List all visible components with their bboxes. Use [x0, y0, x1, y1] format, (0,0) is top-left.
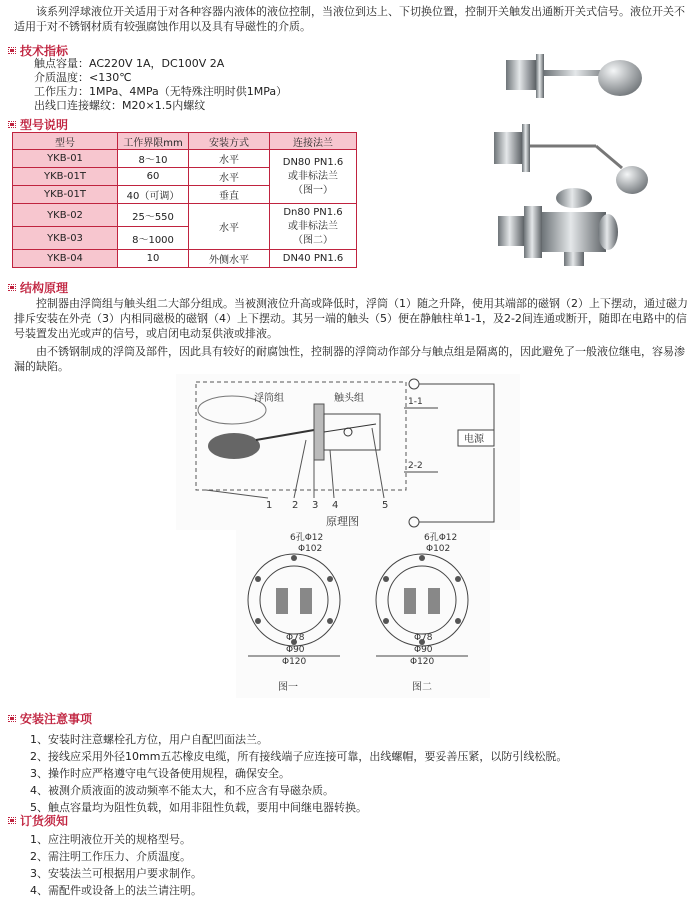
list-item: 5、触点容量均为阻性负载，如用非阻性负载，要用中间继电器转换。 [30, 801, 367, 814]
section-install [8, 710, 92, 727]
section-title: 技术指标 [20, 44, 69, 58]
spec-line: 工作压力：1MPa、4MPa（无特殊注明时供1MPa） [34, 85, 288, 98]
flange-dimension: Φ78 [414, 633, 433, 643]
list-item: 4、被测介质液面的波动频率不能太大，和不应含有导磁杂质。 [30, 784, 334, 797]
section-model [8, 116, 68, 133]
bullet-icon [8, 120, 17, 129]
bullet-icon [8, 46, 17, 55]
order-list [30, 831, 670, 899]
flange-holes-label: 6孔Φ12 [424, 533, 458, 543]
part-label: 5 [382, 500, 389, 511]
list-item: 3、安装法兰可根据用户要求制作。 [30, 867, 202, 880]
contact-2-2-label: 2-2 [408, 461, 423, 471]
bullet-icon [8, 714, 17, 723]
flange-dimension: Φ120 [282, 657, 307, 667]
section-title: 型号说明 [20, 118, 69, 132]
structure-paragraph: 由不锈钢制成的浮筒及部件，因此具有较好的耐腐蚀性，控制器的浮筒动作部分与触点组是隔离的，因此避免了一般液位继电，容易渗漏的缺陷。 [14, 345, 685, 373]
section-structure [8, 279, 68, 296]
spec-line: 介质温度：<130℃ [34, 71, 132, 84]
part-label: 1 [266, 500, 273, 511]
flange-cell: Dn80 PN1.6 或非标法兰 （图二） [270, 204, 357, 250]
figure-caption: 图二 [412, 682, 432, 693]
flange-dimension: Φ90 [414, 645, 433, 655]
section-title: 结构原理 [20, 281, 69, 295]
section-order [8, 812, 68, 829]
section-title: 订货须知 [20, 814, 69, 828]
part-label: 4 [332, 500, 339, 511]
product-photo [484, 48, 660, 268]
install-list [30, 731, 670, 816]
flange-dimension: Φ102 [426, 544, 451, 554]
part-label: 2 [292, 500, 299, 511]
list-item: 3、操作时应严格遵守电气设备使用规程，确保安全。 [30, 767, 290, 780]
list-item: 4、需配件或设备上的法兰请注明。 [30, 884, 202, 897]
table-row: YKB-04 10 外侧水平 DN40 PN1.6 [13, 250, 357, 268]
diagram-caption: 原理图 [326, 515, 359, 528]
bullet-icon [8, 283, 17, 292]
list-item: 2、需注明工作压力、介质温度。 [30, 850, 191, 863]
table-row: YKB-01T 60 水平 [13, 168, 357, 186]
table-header: 型号 [13, 133, 118, 150]
contact-group-label: 触头组 [334, 393, 364, 404]
flange-drawings [236, 528, 490, 698]
table-header: 工作界限mm [118, 133, 189, 150]
flange-dimension: Φ78 [286, 633, 305, 643]
flange-dimension: Φ90 [286, 645, 305, 655]
figure-caption: 图一 [278, 682, 298, 693]
table-row: YKB-02 25～550 水平 Dn80 PN1.6 或非标法兰 （图二） [13, 204, 357, 227]
spec-list [34, 57, 364, 113]
table-header: 安装方式 [189, 133, 270, 150]
principle-diagram [176, 374, 520, 530]
power-label: 电源 [464, 434, 484, 445]
table-row: YKB-01 8～10 水平 DN80 PN1.6 或非标法兰 （图一） [13, 150, 357, 168]
flange-dimension: Φ120 [410, 657, 435, 667]
flange-dimension: Φ102 [298, 544, 323, 554]
contact-1-1-label: 1-1 [408, 397, 423, 407]
table-row: YKB-03 8～1000 [13, 227, 357, 250]
list-item: 2、接线应采用外径10mm五芯橡皮电缆，所有接线端子应连接可靠，出线螺帽，要妥善压紧，以防引线松脱。 [30, 750, 568, 763]
list-item: 1、安装时注意螺栓孔方位，用户自配凹面法兰。 [30, 733, 268, 746]
model-table [12, 132, 357, 268]
section-title: 安装注意事项 [20, 712, 93, 726]
bullet-icon [8, 816, 17, 825]
part-label: 3 [312, 500, 319, 511]
flange-holes-label: 6孔Φ12 [290, 533, 324, 543]
structure-paragraph: 控制器由浮筒组与触头组二大部分组成。当被测液位升高或降低时，浮筒（1）随之升降，使用其端部的磁钢（2）上下摆动，通过磁力排斥安装在外壳（3）内相同磁极的磁钢（4）上下摆动。其另一端的触头（5）便在静触柱单1-1，及2-2间连通或断开，随即在电路中的信号装置发出光或声的信号，或启闭电动泵供液或排液。 [14, 297, 688, 340]
table-header: 连接法兰 [270, 133, 357, 150]
flange-cell: DN80 PN1.6 或非标法兰 （图一） [270, 150, 357, 204]
float-group-label: 浮筒组 [254, 393, 284, 404]
intro-paragraph: 该系列浮球液位开关适用于对各种容器内液体的液位控制，当液位到达上、下切换位置，控制开关触发出通断开关式信号。液位开关不适用于对不锈钢材质有较强腐蚀作用以及具有导磁性的介质。 [14, 5, 685, 33]
spec-line: 出线口连接螺纹：M20×1.5内螺纹 [34, 99, 206, 112]
spec-line: 触点容量：AC220V 1A，DC100V 2A [34, 57, 225, 70]
table-row: YKB-01T 40（可调） 垂直 [13, 186, 357, 204]
list-item: 1、应注明液位开关的规格型号。 [30, 833, 191, 846]
